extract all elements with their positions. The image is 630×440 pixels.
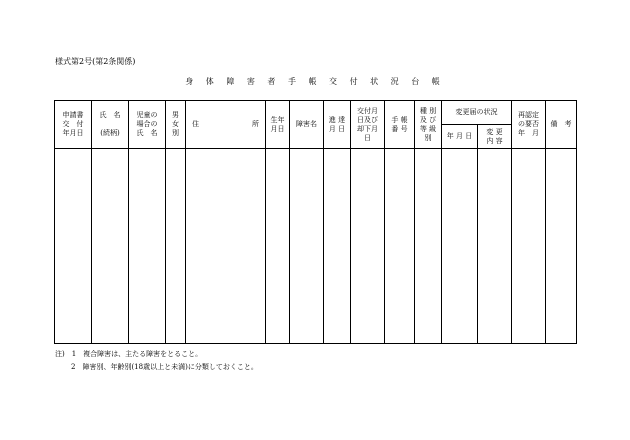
col-child-name: 児童の 場合の 氏 名 (129, 101, 166, 149)
footnote-1: 注) 1 複合障害は、主たる障害をとること。 (55, 350, 203, 358)
cell (55, 149, 92, 344)
cell (129, 149, 166, 344)
col-booklet-number: 手 帳 番 号 (385, 101, 415, 149)
cell (546, 149, 577, 344)
address-label-right: 所 (252, 120, 259, 128)
col-change-date: 年 月 日 (442, 125, 478, 149)
col-disability-name: 障害名 (290, 101, 324, 149)
footnote-2: 2 障害別、年齢別(18歳以上と未満)に分類しておくこと。 (71, 363, 258, 371)
col-remarks: 備 考 (546, 101, 577, 149)
cell (351, 149, 385, 344)
col-recert: 再認定 の要否 年 月 (512, 101, 546, 149)
ledger-table (54, 100, 577, 344)
ledger-title: 身 体 障 害 者 手 帳 交 付 状 況 台 帳 (185, 77, 445, 86)
col-sex: 男 女 別 (166, 101, 186, 149)
cell (324, 149, 351, 344)
cell (266, 149, 290, 344)
cell (442, 149, 478, 344)
col-change-content: 変 更 内 容 (478, 125, 512, 149)
form-number-label: 様式第2号(第2条関係) (55, 57, 136, 66)
footnotes (55, 348, 258, 374)
col-application-date: 申請書 交 付 年月日 (55, 101, 92, 149)
cell (385, 149, 415, 344)
col-issue-date: 交付月 日及び 却下月 日 (351, 101, 385, 149)
cell (512, 149, 546, 344)
col-address (186, 101, 266, 149)
col-name: 氏 名 (続柄) (92, 101, 129, 149)
col-birth-date: 生年 月日 (266, 101, 290, 149)
col-change-status: 変更届の状況 (442, 101, 512, 125)
col-category-grade: 種 別 及 び 等 級 別 (415, 101, 442, 149)
cell (186, 149, 266, 344)
address-label-left: 住 (192, 120, 199, 128)
cell (478, 149, 512, 344)
cell (290, 149, 324, 344)
col-delivery-date: 進 達 月 日 (324, 101, 351, 149)
cell (92, 149, 129, 344)
cell (415, 149, 442, 344)
cell (166, 149, 186, 344)
table-row (55, 149, 577, 344)
